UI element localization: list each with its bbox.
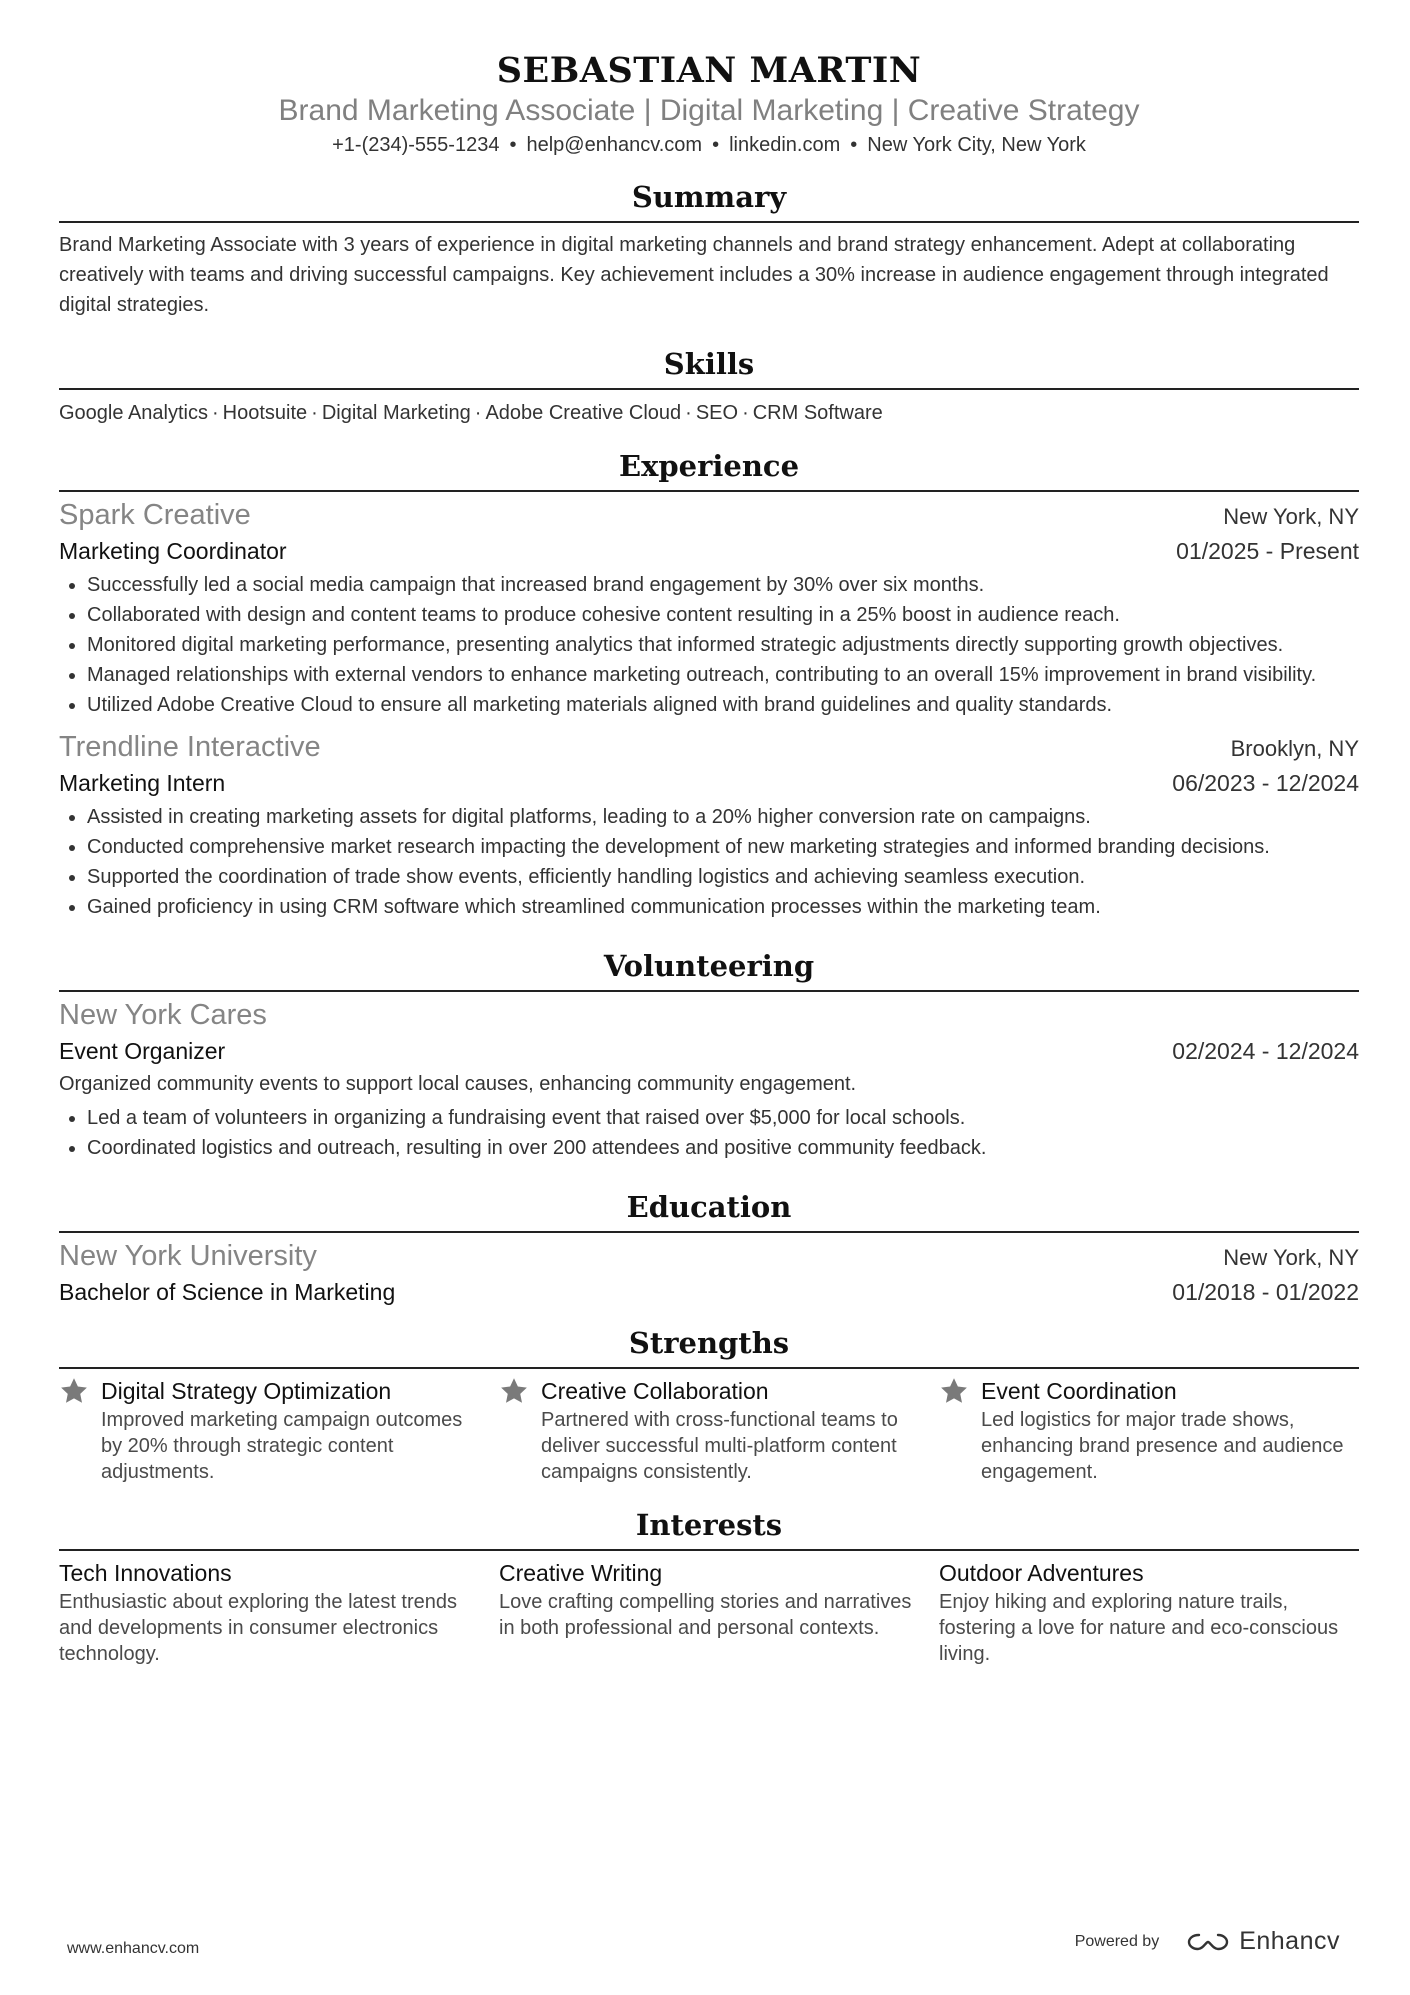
- interest-item: [939, 1557, 1359, 1667]
- skill-separator: ·: [211, 402, 219, 424]
- company-name: Trendline Interactive: [59, 731, 321, 763]
- separator: •: [712, 134, 720, 156]
- volunteer-role: Event Organizer: [59, 1038, 226, 1064]
- company-name: Spark Creative: [59, 499, 251, 531]
- bullet-item: Gained proficiency in using CRM software which streamlined communication processes within the marketing team.: [59, 892, 1359, 922]
- star-icon: [59, 1376, 89, 1406]
- section-title-volunteering: Volunteering: [603, 949, 815, 983]
- job-role: Marketing Coordinator: [59, 538, 287, 564]
- enhancv-logo-icon: [1185, 1930, 1231, 1954]
- job-bullets: [59, 802, 1359, 922]
- strength-description: Led logistics for major trade shows, enhancing brand presence and audience engagement.: [981, 1409, 1344, 1483]
- section-title-experience: Experience: [618, 449, 800, 483]
- phone: +1-(234)-555-1234: [332, 134, 500, 156]
- bullet-item: Managed relationships with external vendors to enhance marketing outreach, contributing to an overall 15% improvement in brand visibility.: [59, 660, 1359, 690]
- resume-page: [59, 0, 1359, 1667]
- location: New York City, New York: [867, 134, 1086, 156]
- job-bullets: [59, 570, 1359, 720]
- bullet-item: Assisted in creating marketing assets for digital platforms, leading to a 20% higher conversion rate on campaigns.: [59, 802, 1359, 832]
- volunteering-section: [59, 948, 1359, 1163]
- skill-separator: ·: [742, 402, 749, 424]
- bullet-item: Collaborated with design and content teams to produce cohesive content resulting in a 25% boost in audience reach.: [59, 600, 1359, 630]
- skill-separator: ·: [474, 402, 482, 424]
- section-divider: [59, 990, 1359, 992]
- contact-line: [59, 131, 1359, 159]
- skill-item: CRM Software: [752, 402, 883, 424]
- interest-title: Creative Writing: [499, 1560, 663, 1586]
- interest-description: Love crafting compelling stories and narratives in both professional and personal contexts.: [499, 1591, 912, 1639]
- interest-description: Enjoy hiking and exploring nature trails, fostering a love for nature and eco-conscious living.: [939, 1591, 1339, 1665]
- strength-description: Partnered with cross-functional teams to deliver successful multi-platform content campaigns consistently.: [541, 1409, 898, 1483]
- strength-title: Event Coordination: [981, 1378, 1177, 1404]
- bullet-item: Utilized Adobe Creative Cloud to ensure all marketing materials aligned with brand guidelines and quality standards.: [59, 690, 1359, 720]
- school-name: New York University: [59, 1240, 317, 1272]
- footer-branding: [1075, 1927, 1340, 1956]
- candidate-name: SEBASTIAN MARTIN: [496, 50, 922, 91]
- job-dates: 01/2025 - Present: [1176, 538, 1359, 564]
- bullet-item: Conducted comprehensive market research impacting the development of new marketing strategies and informed branding decisions.: [59, 832, 1359, 862]
- section-divider: [59, 388, 1359, 390]
- education-dates: 01/2018 - 01/2022: [1172, 1279, 1359, 1305]
- summary-text: Brand Marketing Associate with 3 years of experience in digital marketing channels and brand strategy enhancement. Adept at collaborating creatively with teams and driving successful campaigns. Key achievement includes a 30% increase in audience engagement through integrated digital strategies.: [59, 234, 1329, 316]
- bullet-item: Led a team of volunteers in organizing a fundraising event that raised over $5,000 for local schools.: [59, 1103, 1359, 1133]
- strength-title: Digital Strategy Optimization: [101, 1378, 392, 1404]
- skill-separator: ·: [685, 402, 692, 424]
- interest-title: Tech Innovations: [59, 1560, 232, 1586]
- volunteer-dates: 02/2024 - 12/2024: [1172, 1038, 1359, 1064]
- job-role: Marketing Intern: [59, 770, 226, 796]
- section-divider: [59, 221, 1359, 223]
- skills-list: [59, 398, 1359, 428]
- strength-item: [499, 1375, 919, 1485]
- interest-description: Enthusiastic about exploring the latest trends and developments in consumer electronics technology.: [59, 1591, 458, 1665]
- job-location: Brooklyn, NY: [1230, 736, 1359, 761]
- separator: •: [850, 134, 858, 156]
- skill-item: SEO: [695, 402, 739, 424]
- star-icon: [939, 1376, 969, 1406]
- star-icon: [499, 1376, 529, 1406]
- volunteer-org: New York Cares: [59, 999, 267, 1031]
- education-section: [59, 1189, 1359, 1309]
- bullet-item: Coordinated logistics and outreach, resulting in over 200 attendees and positive community feedback.: [59, 1133, 1359, 1163]
- section-divider: [59, 1367, 1359, 1369]
- degree: Bachelor of Science in Marketing: [59, 1279, 396, 1305]
- bullet-item: Supported the coordination of trade show events, efficiently handling logistics and achieving seamless execution.: [59, 862, 1359, 892]
- candidate-headline: Brand Marketing Associate | Digital Marketing | Creative Strategy: [278, 94, 1140, 127]
- volunteer-description: Organized community events to support local causes, enhancing community engagement.: [59, 1073, 857, 1095]
- skill-item: Google Analytics: [59, 402, 208, 424]
- footer-website[interactable]: www.enhancv.com: [67, 1940, 200, 1957]
- interest-item: [499, 1557, 919, 1667]
- experience-section: [59, 448, 1359, 922]
- interest-item: [59, 1557, 479, 1667]
- section-divider: [59, 490, 1359, 492]
- summary-section: [59, 179, 1359, 320]
- section-divider: [59, 1231, 1359, 1233]
- skill-item: Hootsuite: [222, 402, 308, 424]
- volunteer-bullets: [59, 1103, 1359, 1163]
- separator: •: [509, 134, 517, 156]
- section-divider: [59, 1549, 1359, 1551]
- linkedin-link[interactable]: linkedin.com: [729, 134, 841, 156]
- skills-section: [59, 346, 1359, 428]
- section-title-education: Education: [626, 1190, 792, 1224]
- interest-title: Outdoor Adventures: [939, 1560, 1144, 1586]
- experience-entry: [59, 496, 1359, 720]
- strength-item: [939, 1375, 1359, 1485]
- experience-entry: [59, 728, 1359, 922]
- job-location: New York, NY: [1223, 504, 1359, 529]
- brand-name: Enhancv: [1239, 1927, 1340, 1955]
- skill-item: Adobe Creative Cloud: [485, 402, 682, 424]
- email[interactable]: help@enhancv.com: [526, 134, 703, 156]
- strength-title: Creative Collaboration: [541, 1378, 769, 1404]
- skill-separator: ·: [311, 402, 318, 424]
- strength-description: Improved marketing campaign outcomes by 20% through strategic content adjustments.: [101, 1409, 463, 1483]
- bullet-item: Monitored digital marketing performance, presenting analytics that informed strategic adjustments directly supporting growth objectives.: [59, 630, 1359, 660]
- section-title-summary: Summary: [631, 180, 787, 214]
- interests-section: [59, 1507, 1359, 1667]
- skill-item: Digital Marketing: [321, 402, 471, 424]
- section-title-skills: Skills: [663, 347, 755, 381]
- strength-item: [59, 1375, 479, 1485]
- section-title-strengths: Strengths: [628, 1326, 790, 1360]
- school-location: New York, NY: [1223, 1245, 1359, 1270]
- strengths-section: [59, 1325, 1359, 1485]
- job-dates: 06/2023 - 12/2024: [1172, 770, 1359, 796]
- powered-by-label: Powered by: [1074, 1932, 1160, 1950]
- bullet-item: Successfully led a social media campaign that increased brand engagement by 30% over six months.: [59, 570, 1359, 600]
- section-title-interests: Interests: [635, 1508, 783, 1542]
